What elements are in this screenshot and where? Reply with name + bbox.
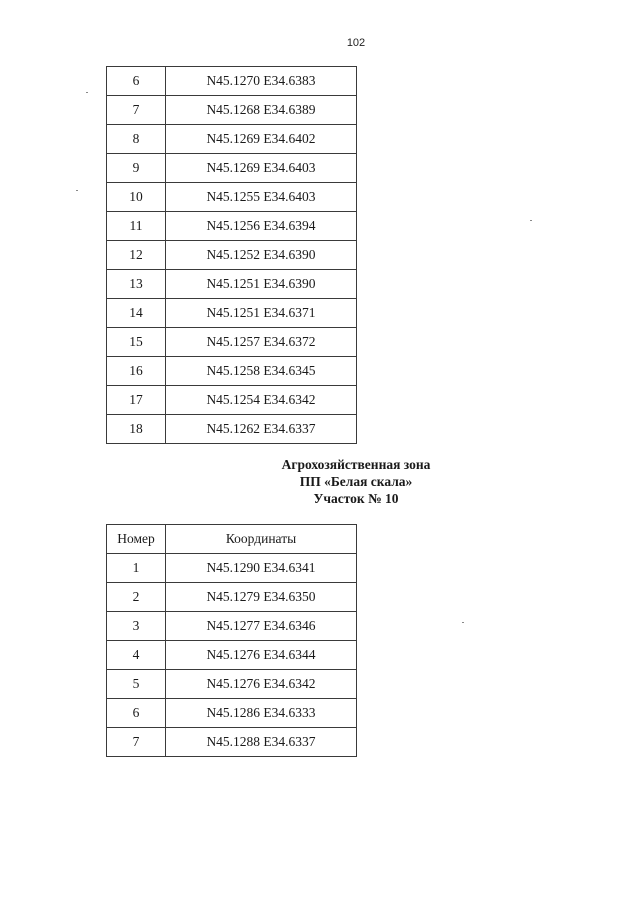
page-number: 102: [346, 37, 366, 49]
scan-speck: [462, 622, 464, 623]
table-row: [107, 670, 357, 699]
point-coordinates: N45.1251 E34.6390: [166, 270, 357, 299]
point-coordinates: N45.1288 E34.6337: [166, 728, 357, 757]
scan-speck: [76, 190, 78, 191]
point-number: 7: [107, 728, 166, 757]
point-number: 11: [107, 212, 166, 241]
table-row: [107, 96, 357, 125]
point-number: 14: [107, 299, 166, 328]
point-number: 6: [107, 67, 166, 96]
table-body: [107, 67, 357, 444]
section-heading: [200, 456, 512, 507]
point-number: 10: [107, 183, 166, 212]
scan-speck: [86, 92, 88, 93]
point-coordinates: N45.1268 E34.6389: [166, 96, 357, 125]
point-coordinates: N45.1269 E34.6403: [166, 154, 357, 183]
point-coordinates: N45.1277 E34.6346: [166, 612, 357, 641]
point-coordinates: N45.1290 E34.6341: [166, 554, 357, 583]
table-row: [107, 154, 357, 183]
point-coordinates: N45.1269 E34.6402: [166, 125, 357, 154]
table-row: [107, 125, 357, 154]
site-title: ПП «Белая скала»: [299, 474, 413, 489]
table-row: [107, 241, 357, 270]
point-coordinates: N45.1254 E34.6342: [166, 386, 357, 415]
table-row: [107, 583, 357, 612]
table-row: [107, 699, 357, 728]
point-coordinates: N45.1270 E34.6383: [166, 67, 357, 96]
table-row: [107, 270, 357, 299]
point-number: 3: [107, 612, 166, 641]
point-coordinates: N45.1258 E34.6345: [166, 357, 357, 386]
point-coordinates: N45.1256 E34.6394: [166, 212, 357, 241]
point-number: 13: [107, 270, 166, 299]
scan-speck: [530, 220, 532, 221]
table-row: [107, 386, 357, 415]
coordinates-table-plot-10: [106, 524, 357, 757]
table-row: [107, 328, 357, 357]
point-number: 1: [107, 554, 166, 583]
table-row: [107, 641, 357, 670]
point-coordinates: N45.1276 E34.6342: [166, 670, 357, 699]
header-row: [107, 525, 357, 554]
point-number: 4: [107, 641, 166, 670]
table-row: [107, 728, 357, 757]
table-row: [107, 612, 357, 641]
point-number: 5: [107, 670, 166, 699]
table-row: [107, 299, 357, 328]
point-coordinates: N45.1255 E34.6403: [166, 183, 357, 212]
point-coordinates: N45.1252 E34.6390: [166, 241, 357, 270]
point-number: 18: [107, 415, 166, 444]
table-row: [107, 212, 357, 241]
table-header: [107, 525, 357, 554]
table-body: [107, 554, 357, 757]
point-coordinates: N45.1251 E34.6371: [166, 299, 357, 328]
point-number: 2: [107, 583, 166, 612]
point-number: 8: [107, 125, 166, 154]
point-number: 9: [107, 154, 166, 183]
point-number: 17: [107, 386, 166, 415]
point-number: 7: [107, 96, 166, 125]
point-coordinates: N45.1286 E34.6333: [166, 699, 357, 728]
header-number: Номер: [107, 525, 166, 554]
point-coordinates: N45.1257 E34.6372: [166, 328, 357, 357]
header-coordinates: Координаты: [166, 525, 357, 554]
table-row: [107, 67, 357, 96]
table-row: [107, 183, 357, 212]
point-number: 16: [107, 357, 166, 386]
point-number: 6: [107, 699, 166, 728]
zone-title: Агрохозяйственная зона: [281, 457, 431, 472]
point-coordinates: N45.1276 E34.6344: [166, 641, 357, 670]
point-coordinates: N45.1262 E34.6337: [166, 415, 357, 444]
table-row: [107, 554, 357, 583]
point-number: 15: [107, 328, 166, 357]
table-row: [107, 357, 357, 386]
coordinates-table-continued: [106, 66, 357, 444]
table-row: [107, 415, 357, 444]
point-coordinates: N45.1279 E34.6350: [166, 583, 357, 612]
point-number: 12: [107, 241, 166, 270]
plot-title: Участок № 10: [313, 491, 399, 506]
